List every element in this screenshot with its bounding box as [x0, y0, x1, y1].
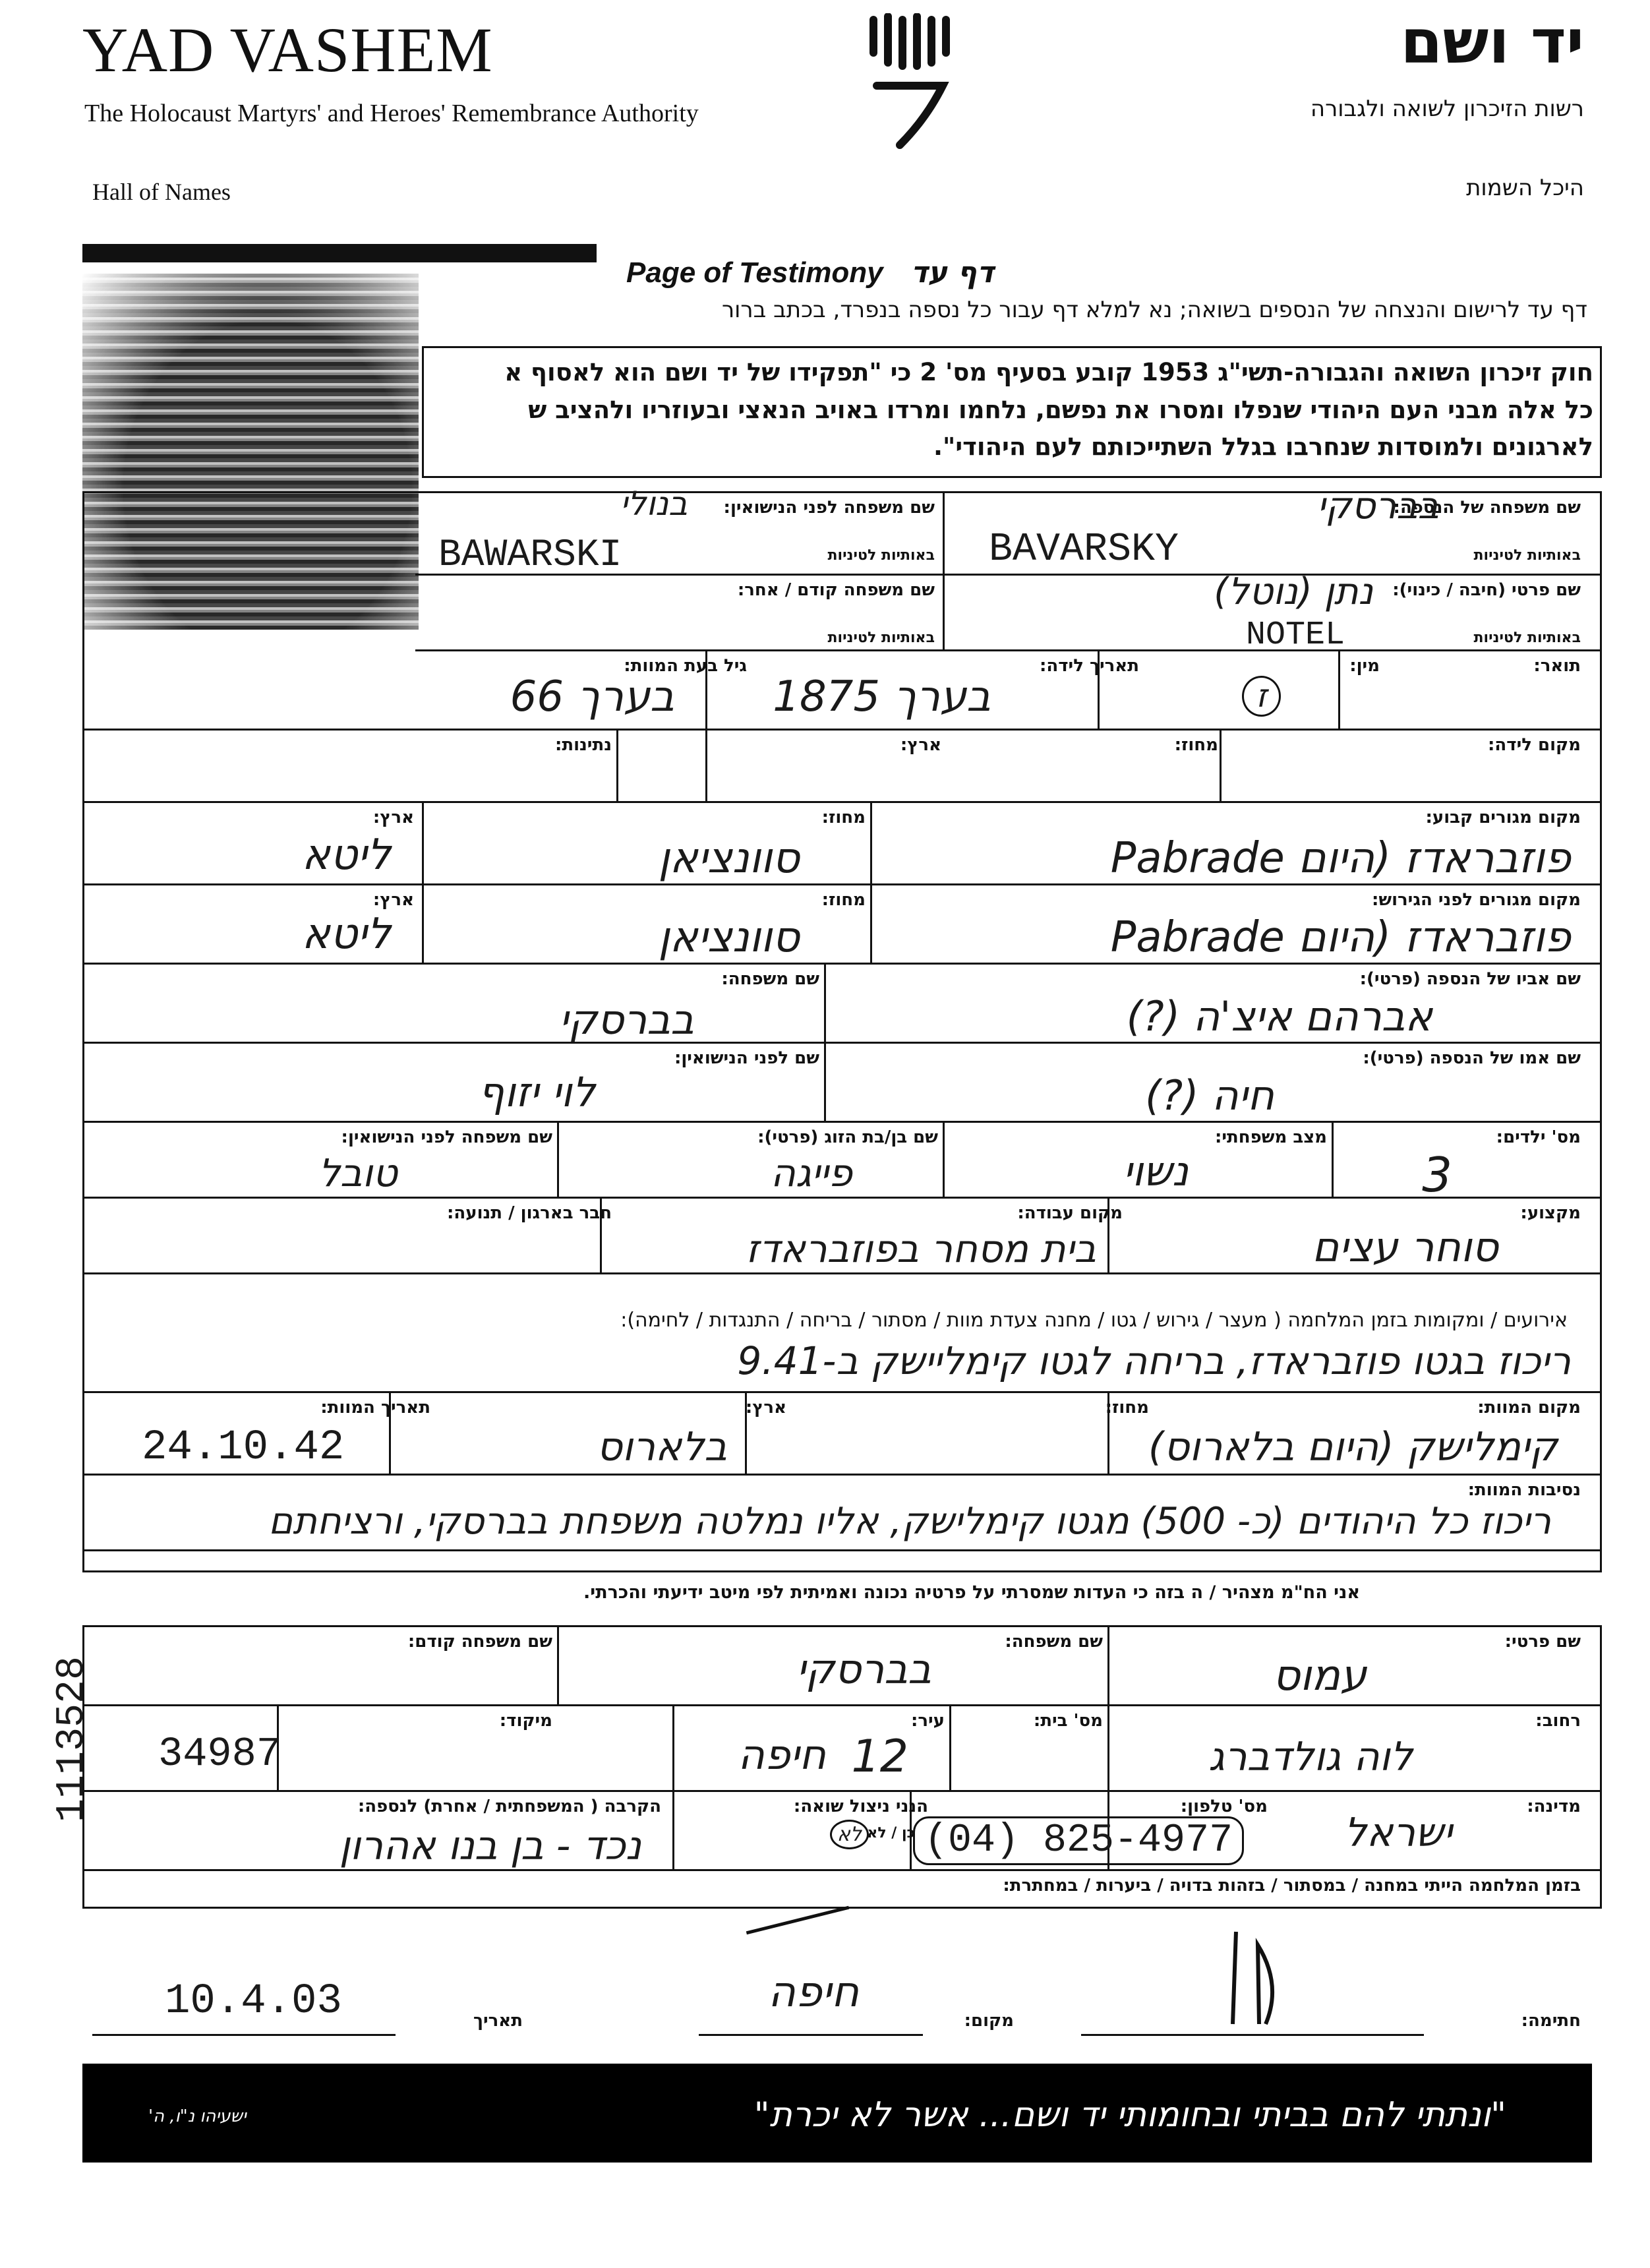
death-circ-value: ריכוז כל היהודים (כ- 500) מגטו קימלישק, אליו נמלטה משפחת בברסקי, ורציחתם: [268, 1500, 1551, 1543]
mother-maiden-name: לוי יזוף: [478, 1068, 595, 1116]
mother-name-label: שם אמו של הנספה (פרטי):: [1363, 1048, 1581, 1068]
house-no-label: מס' בית:: [1033, 1711, 1103, 1731]
survivor-yesno-label: כן / לא: [867, 1825, 915, 1841]
age-death-value: בערך 66: [510, 672, 674, 721]
member-label: חבר בארגון / תנועה:: [447, 1203, 612, 1223]
death-date-label: תאריך המוות:: [320, 1398, 430, 1418]
form-title-en: Page of Testimony: [626, 256, 883, 289]
prev-name-latin-label: באותיות לטיניות: [827, 630, 935, 646]
victim-surname-he: בברסקי: [1317, 485, 1439, 527]
law-text-1: חוק זיכרון השואה והגבורה-תשי"ג 1953 קובע בסעיף מס' 2 כי "תפקידו של יד ושם הוא לאסוף א: [504, 358, 1593, 386]
signature-mark: [1220, 1925, 1312, 2031]
victim-surname-latin: BAVARSKY: [989, 527, 1179, 572]
birth-date-value: בערך 1875: [773, 672, 991, 721]
sub-family-label: שם משפחה:: [1005, 1632, 1103, 1652]
form-intro: דף עד לרישום והנצחה של הנספים בשואה; נא למלא דף עבור כל נספה בנפרד, בכתב ברור: [721, 297, 1587, 323]
events-value: ריכוז בגטו פוזבראדז, בריחה לגטו קימליישק ב-9.41: [737, 1338, 1571, 1383]
footer-source: ישעיהו נ"ו, ה': [148, 2106, 247, 2126]
signature-label: חתימה:: [1521, 2011, 1581, 2031]
residence-region: סוונציאן: [658, 834, 800, 883]
father-first-name: אברהם איצ'ה (?): [1126, 992, 1432, 1040]
birth-place-label: מקום לידה:: [1488, 735, 1581, 755]
profession-value: סוחר עצים: [1312, 1223, 1498, 1271]
margin-id-number: 1113528: [50, 1656, 95, 1822]
death-place-label: מקום המוות:: [1477, 1398, 1581, 1418]
spouse-first-name: פייגה: [771, 1150, 852, 1195]
date-label: תאריך: [473, 2011, 523, 2031]
mother-maiden-label: שם לפני הנישואין:: [674, 1048, 819, 1068]
sub-first-label: שם פרטי:: [1504, 1632, 1581, 1652]
father-family-label: שם משפחה:: [721, 969, 819, 989]
law-text-3: לארגונים ולמוסדות שנחרבו בגלל השתייכותם לעם היהודי".: [933, 433, 1593, 461]
state-label: מדינה:: [1527, 1797, 1581, 1816]
hall-name-he: היכל השמות: [1466, 175, 1584, 201]
birth-country-label: ארץ:: [900, 735, 941, 755]
before-town: פוזבראדז (היום Pabrade: [1110, 913, 1571, 962]
gender-label: מין:: [1349, 656, 1380, 676]
first-name-label: שם פרטי (חיבה / כינוי):: [1392, 580, 1581, 600]
before-region: סוונציאן: [658, 913, 800, 962]
profession-label: מקצוע:: [1520, 1203, 1581, 1223]
footer-quote: "ונתתי להם בביתי ובחומותי יד ושם... אשר לא יכרת": [753, 2095, 1506, 2135]
survivor-label: הנני ניצול שואה:: [793, 1797, 928, 1816]
first-name-latin-label: באותיות לטיניות: [1473, 630, 1581, 646]
relation-label: הקרבה ( המשפחתית / אחרת) לנספה:: [357, 1797, 661, 1816]
maiden-name-latin: BAWARSKI: [438, 534, 622, 577]
before-region-label: מחוז:: [821, 890, 866, 910]
events-label: אירועים / ומקומות בזמן המלחמה ( מעצר / גירוש / גטו / מחנה צעדת מוות / מסתור / בריחה / התנגדות / לחימה):: [620, 1309, 1568, 1332]
birth-region-label: מחוז:: [1174, 735, 1218, 755]
spouse-maiden-label: שם משפחה לפני הנישואין:: [341, 1127, 552, 1147]
maiden-latin-label: באותיות לטיניות: [827, 547, 935, 564]
death-place-value: קימלישק (היום בלארוס): [1148, 1424, 1558, 1470]
phone-label: מס' טלפון:: [1180, 1797, 1268, 1816]
street-value: לוה גולדברג: [1208, 1734, 1413, 1780]
sub-prev-label: שם משפחה קודם:: [407, 1632, 552, 1652]
residence-town: פוזבראדז (היום Pabrade: [1110, 834, 1571, 883]
city-label: עיר:: [910, 1711, 945, 1731]
signature-date: 10.4.03: [165, 1978, 342, 2025]
age-death-label: גיל בעת המוות:: [624, 656, 747, 676]
maiden-name-label: שם משפחה לפני הנישואין:: [723, 498, 935, 518]
city-value: חיפה: [738, 1731, 826, 1779]
residence-label: מקום מגורים קבוע:: [1425, 808, 1581, 827]
death-circ-label: נסיבות המוות:: [1467, 1480, 1581, 1500]
workplace-label: מקום עבודה:: [1017, 1203, 1123, 1223]
yad-vashem-logo-icon: [864, 13, 956, 152]
sub-first-value: עמוס: [1272, 1652, 1367, 1700]
zip-label: מיקוד:: [499, 1711, 552, 1731]
org-subtitle-en: The Holocaust Martyrs' and Heroes' Remembrance Authority: [84, 100, 699, 127]
phone-value: (04) 825-4977: [913, 1816, 1244, 1865]
hall-name-en: Hall of Names: [92, 179, 231, 205]
father-name-label: שם אביו של הנספה (פרטי):: [1359, 969, 1581, 989]
maiden-name-he: בנולי: [620, 485, 688, 523]
children-value: 3: [1422, 1147, 1452, 1203]
form-title-he: דף עד: [910, 256, 994, 289]
nationality-label: נתינות:: [554, 735, 612, 755]
children-label: מס' ילדים:: [1496, 1127, 1581, 1147]
birth-date-label: תאריך לידה:: [1040, 656, 1139, 676]
spouse-label: שם בן/בת הזוג (פרטי):: [757, 1127, 938, 1147]
sub-family-value: בברסקי: [796, 1645, 931, 1693]
residence-before-label: מקום מגורים לפני הגירוש:: [1371, 890, 1581, 910]
death-country-value: בלארוס: [596, 1424, 727, 1470]
residence-region-label: מחוז:: [821, 808, 866, 827]
spouse-maiden-name: טובל: [318, 1150, 398, 1195]
death-region-label: מחוז:: [1105, 1398, 1149, 1418]
death-country-label: ארץ:: [745, 1398, 786, 1418]
form-title: [626, 256, 994, 289]
zip-value: 34987: [158, 1731, 281, 1777]
org-name-he: יד ושם: [1400, 7, 1584, 77]
state-value: ישראל: [1343, 1810, 1452, 1856]
before-country-label: ארץ:: [372, 890, 414, 910]
law-box: [422, 346, 1602, 478]
survivor-value: לא: [830, 1820, 869, 1849]
first-name-he: נתן (נוטל): [1214, 570, 1373, 613]
marital-label: מצב משפחתי:: [1214, 1127, 1327, 1147]
marital-value: נשוי: [1123, 1147, 1189, 1195]
first-name-latin: NOTEL: [1246, 616, 1345, 654]
declaration: אני הח"מ מצהיר / ה בזה כי העדות שמסרתי על פרטיה נכונה ואמיתית לפי מיטב ידיעתי והכרתי.: [583, 1582, 1360, 1603]
before-country: ליטא: [302, 910, 391, 959]
signature-place: חיפה: [768, 1968, 859, 2017]
wartime-dash: [746, 1906, 849, 1935]
footer-quote-bar: [82, 2064, 1592, 2163]
prev-name-label: שם משפחה קודם / אחר:: [737, 580, 935, 600]
org-name-en: YAD VASHEM: [82, 15, 493, 85]
residence-country: ליטא: [302, 831, 391, 880]
street-label: רחוב:: [1535, 1711, 1581, 1731]
victim-surname-latin-label: באותיות לטיניות: [1473, 547, 1581, 564]
relation-value: נכד - בן בנו אהרון: [339, 1823, 641, 1869]
death-date-value: 24.10.42: [142, 1424, 345, 1472]
workplace-value: בית מסחר בפוזבראדז: [746, 1226, 1096, 1271]
residence-country-label: ארץ:: [372, 808, 414, 827]
law-text-2: כל אלה מבני העם היהודי שנפלו ומסרו את נפשם, נלחמו ומרדו באויב הנאצי ובעוזריו ולהציב ש: [528, 396, 1593, 424]
place-label: מקום:: [964, 2011, 1014, 2031]
header-bar: [82, 244, 597, 262]
gender-value: ז: [1242, 676, 1281, 717]
title-label: תואר:: [1533, 656, 1581, 676]
org-subtitle-he: רשות הזיכרון לשואה ולגבורה: [1310, 96, 1584, 122]
wartime-label: בזמן המלחמה הייתי במחנה / במסתור / בזהות בדויה / ביערות / במחתרת:: [1003, 1876, 1581, 1895]
house-no-value: 12: [851, 1731, 908, 1783]
mother-first-name: חיה (?): [1145, 1071, 1274, 1119]
victim-surname-label: שם משפחה של הנספה:: [1393, 498, 1581, 518]
father-family-name: בברסקי: [559, 996, 694, 1044]
